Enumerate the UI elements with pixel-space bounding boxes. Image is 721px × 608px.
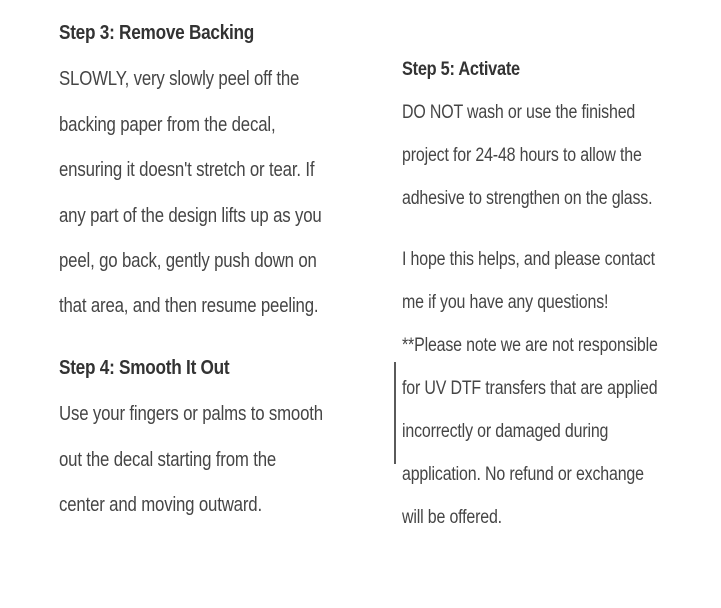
step-4-heading: Step 4: Smooth It Out <box>59 357 230 379</box>
step-3-line: SLOWLY, very slowly peel off the <box>59 68 300 90</box>
closing-line: I hope this helps, and please contact <box>402 249 655 270</box>
step-3-line: that area, and then resume peeling. <box>59 295 319 317</box>
step-5-line: DO NOT wash or use the finished <box>402 102 636 123</box>
step-5-line: project for 24-48 hours to allow the <box>402 145 642 166</box>
step-3-line: backing paper from the decal, <box>59 114 276 136</box>
step-4-line: center and moving outward. <box>59 494 262 516</box>
step-4-line: Use your fingers or palms to smooth <box>59 403 323 425</box>
step-3-line: any part of the design lifts up as you <box>59 205 322 227</box>
disclaimer-line: **Please note we are not responsible <box>402 335 658 356</box>
step-5-heading: Step 5: Activate <box>402 59 520 80</box>
disclaimer-line: will be offered. <box>402 507 502 528</box>
text-cursor-divider <box>394 362 396 464</box>
disclaimer-line: application. No refund or exchange <box>402 464 644 485</box>
step-5-line: adhesive to strengthen on the glass. <box>402 188 653 209</box>
disclaimer-line: for UV DTF transfers that are applied <box>402 378 658 399</box>
step-3-line: peel, go back, gently push down on <box>59 250 317 272</box>
step-4-line: out the decal starting from the <box>59 449 277 471</box>
step-3-heading: Step 3: Remove Backing <box>59 22 255 44</box>
disclaimer-line: incorrectly or damaged during <box>402 421 609 442</box>
step-3-line: ensuring it doesn't stretch or tear. If <box>59 159 315 181</box>
closing-line: me if you have any questions! <box>402 292 609 313</box>
